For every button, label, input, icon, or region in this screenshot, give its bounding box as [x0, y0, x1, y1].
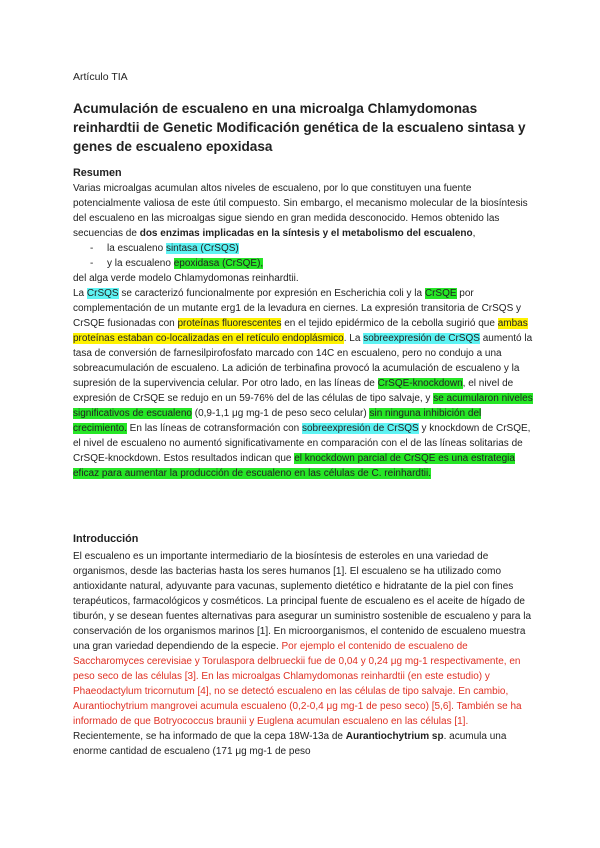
resumen-heading: Resumen	[73, 167, 122, 179]
resumen-intro: Varias microalgas acumulan altos niveles de escualeno, por lo que constituyen una fuente potencialmente valiosa de este útil compuesto. Sin embargo, el mecanismo molecular de la biosíntesis del escualeno en las microalgas sigue siendo en gran medida desconocido. Hemos obtenido las secuencias de dos enzimas implicadas en la síntesis y el metabolismo del escualeno,	[73, 183, 528, 239]
list-item: - la escualeno sintasa (CrSQS)	[90, 243, 239, 254]
introduccion-paragraph: El escualeno es un importante intermediario de la biosíntesis de esteroles en una variedad de organismos, desde las bacterias hasta los seres humanos [1]. El escualeno se ha utilizado como antioxidante natural, adyuvante para vacunas, suplemento dietético e hidratante de la piel con fines terapéuticos, farmacológicos y cosméticos. La principal fuente de escualeno es el aceite de hígado de tiburón, y se desean fuentes alternativas para asegurar un suministro sostenible de escualeno y para la conservación de los organismos marinos [1]. En microorganismos, el contenido de escualeno muestra una gran variedad dependiendo de la especie. Por ejemplo el contenido de escualeno de Saccharomyces cerevisiae y Torulaspora delbrueckii fue de 0,04 y 0,24 μg mg-1 respectivamente, en peso seco de las células [3]. En las microalgas Chlamydomonas reinhardtii (en este estudio) y Phaeodactylum tricornutum [4], no se detectó escualeno en las células de tipo salvaje. En cambio, Aurantiochytrium mangrovei acumula escualeno (0,2-0,4 μg mg-1 de peso seco) [5,6]. También se ha informado de que Botryococcus braunii y Euglena acumulan escualeno en las células [1]. Recientemente, se ha informado de que la cepa 18W-13a de Aurantiochytrium sp. acumula una enorme cantidad de escualeno (171 μg mg-1 de peso	[73, 551, 532, 757]
document-label: Artículo TIA	[73, 71, 128, 83]
red-text: Por ejemplo el contenido de escualeno de Saccharomyces cerevisiae y Torulaspora delbrueckii fue de 0,04 y 0,24 μg mg-1 respectivamente, en peso seco de las células [3]. En las microalgas Chlamydomonas reinhardtii (en este estudio) y Phaeodactylum tricornutum [4], no se detectó escualeno en las células de tipo salvaje. En cambio, Aurantiochytrium mangrovei acumula escualeno (0,2-0,4 μg mg-1 de peso seco) [5,6]. También se ha informado de que Botryococcus braunii y Euglena acumulan escualeno en las células [1].	[73, 641, 522, 727]
document-title: Acumulación de escualeno en una microalga Chlamydomonas reinhardtii de Genetic Modificación genética de la escualeno sintasa y genes de escualeno epoxidasa	[73, 101, 526, 154]
after-bullets: del alga verde modelo Chlamydomonas reinhardtii.	[73, 273, 299, 284]
introduccion-body	[73, 549, 533, 759]
intro-bold-text: dos enzimas implicadas en la síntesis y el metabolismo del escualeno	[139, 228, 473, 239]
resumen-paragraph-2: La CrSQS se caracterizó funcionalmente por expresión en Escherichia coli y la CrSQE por complementación de un mutante erg1 de la levadura en ciernes. La expresión transitoria de CrSQS y CrSQE fusionadas con proteínas fluorescentes en el tejido epidérmico de la cebolla sugirió que ambas proteínas estaban co-localizadas en el retículo endoplásmico. La sobreexpresión de CrSQS aumentó la tasa de conversión de farnesilpirofosfato marcado con 14C en escualeno, pero no condujo a una sobreacumulación de escualeno. La adición de terbinafina provocó la acumulación de escualeno y la supresión de la supervivencia celular. Por otro lado, en las líneas de CrSQE-knockdown, el nivel de expresión de CrSQE se redujo en un 59-76% del de las células de tipo salvaje, y se acumularon niveles significativos de escualeno (0,9-1,1 μg mg-1 de peso seco celular) sin ninguna inhibición del crecimiento. En las líneas de cotransformación con sobreexpresión de CrSQS y knockdown de CrSQE, el nivel de escualeno no aumentó significativamente en comparación con el de las líneas solitarias de CrSQE-knockdown. Estos resultados indican que el knockdown parcial de CrSQE es una estrategia eficaz para aumentar la producción de escualeno en las células de C. reinhardtii.	[73, 288, 533, 479]
list-item: - y la escualeno epoxidasa (CrSQE),	[90, 258, 264, 269]
resumen-body	[73, 181, 533, 481]
highlight-crsqe: epoxidasa (CrSQE),	[173, 258, 264, 269]
introduccion-heading: Introducción	[73, 533, 139, 545]
highlight-crsqs: sintasa (CrSQS)	[165, 243, 239, 254]
